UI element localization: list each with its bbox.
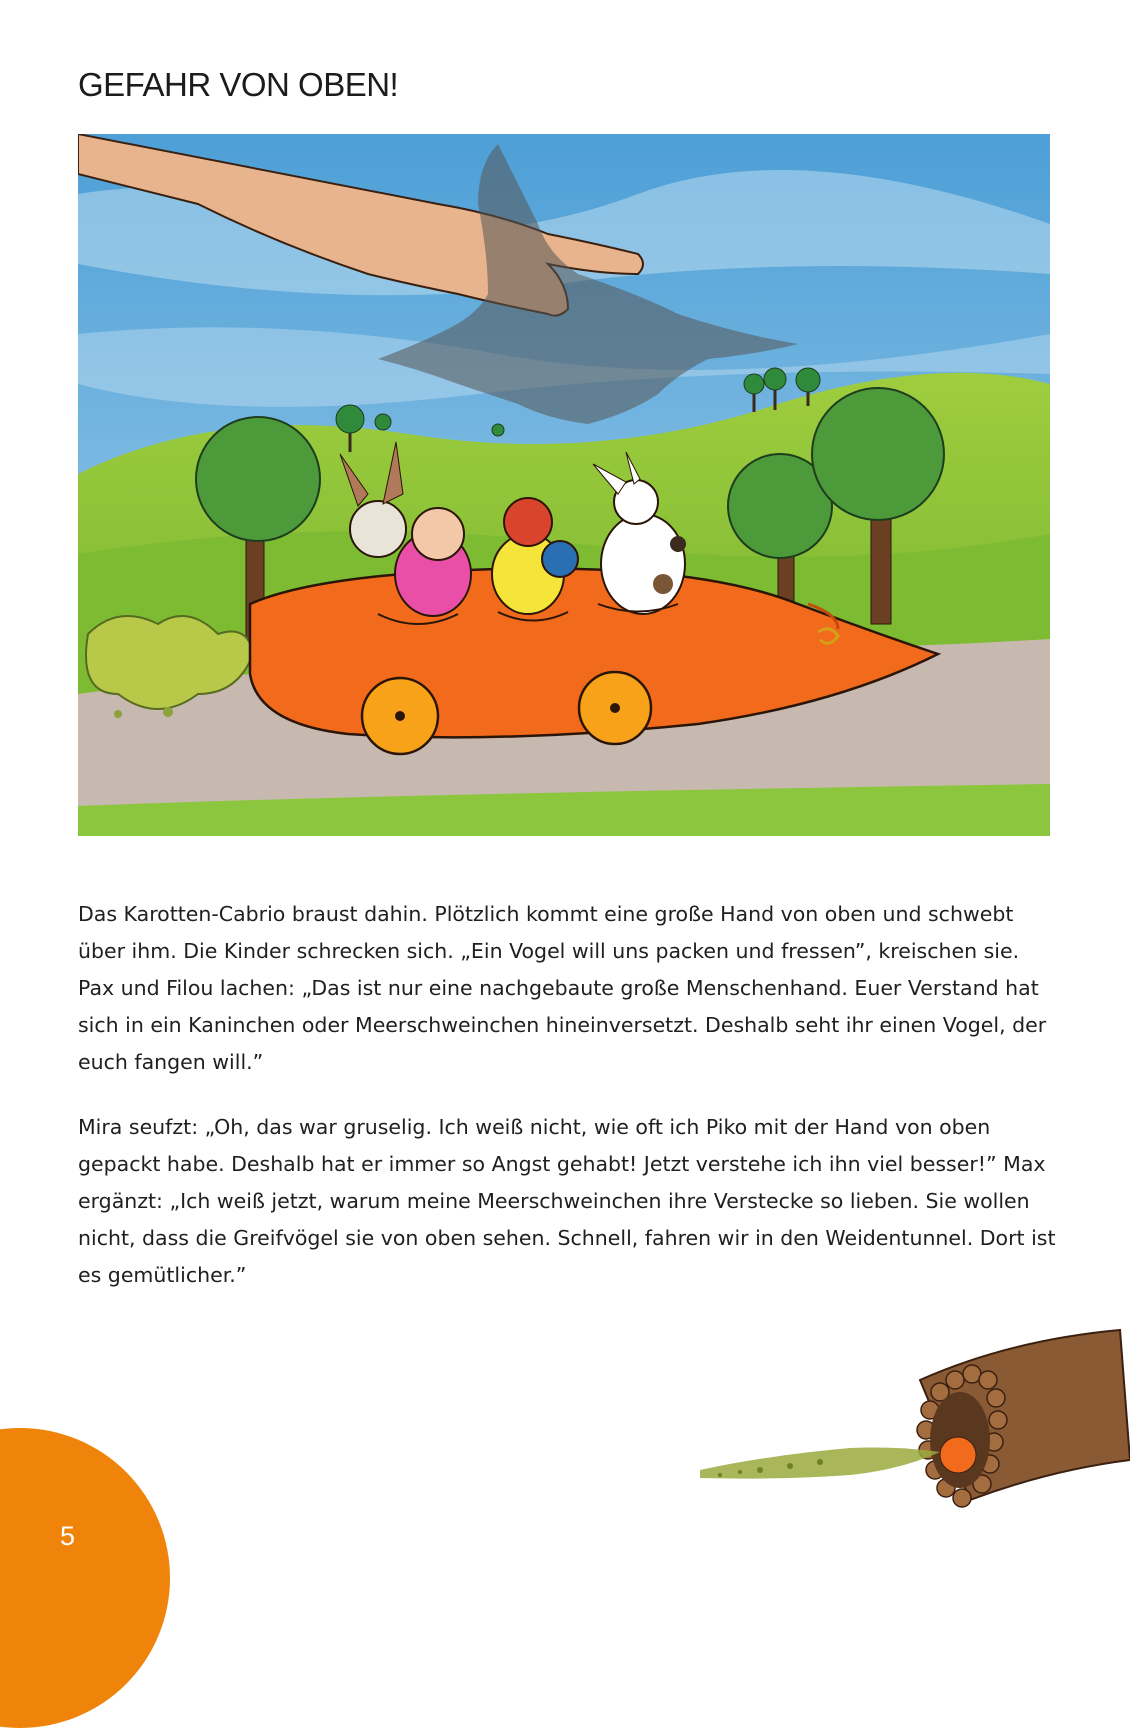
page-title: GEFAHR VON OBEN! (78, 66, 399, 103)
story-paragraph: Das Karotten-Cabrio braust dahin. Plötzlich kommt eine große Hand von oben und schwebt über ihm. Die Kinder schrecken sich. „Ein Vogel will uns packen und fressen”, kreischen sie. Pax und Filou lachen: „Das ist nur eine nachgebaute große Menschenhand. Euer Verstand hat sich in ein Kaninchen oder Meerschweinchen hineinversetzt. Deshalb seht ihr einen Vogel, der euch fangen will.” (78, 902, 1047, 1074)
willow-tunnel-illustration (690, 1320, 1130, 1550)
page-number: 5 (60, 1521, 76, 1551)
bird-shadow (378, 144, 878, 524)
story-text (78, 896, 1058, 1294)
story-illustration (78, 134, 1050, 836)
page-corner-accent (0, 1428, 170, 1728)
story-paragraph: Mira seufzt: „Oh, das war gruselig. Ich weiß nicht, wie oft ich Piko mit der Hand von oben gepackt habe. Deshalb hat er immer so Angst gehabt! Jetzt verstehe ich ihn viel besser!” Max ergänzt: „Ich weiß jetzt, warum meine Meerschweinchen ihre Verstecke so lieben. Sie wollen nicht, dass die Greifvögel sie von oben sehen. Schnell, fahren wir in den Weidentunnel. Dort ist es gemütlicher.” (78, 1115, 1056, 1287)
